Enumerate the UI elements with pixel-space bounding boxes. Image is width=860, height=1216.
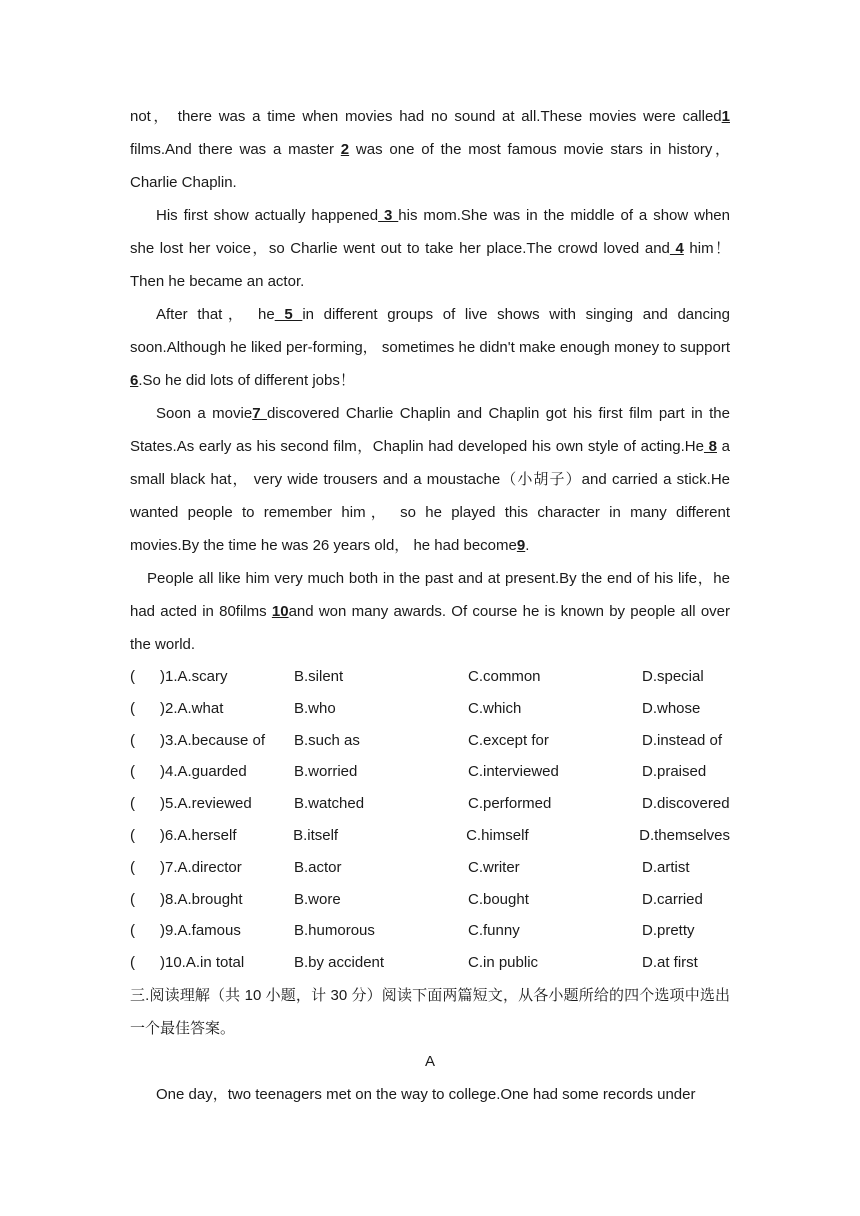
option-d: D.instead of bbox=[642, 731, 723, 749]
passage-paragraph-5 bbox=[130, 562, 730, 661]
option-a: )5.A.reviewed bbox=[160, 795, 252, 813]
option-b: B.by accident bbox=[294, 954, 385, 972]
text-run: not， there was a time when movies had no sound at all.These movies were called bbox=[130, 108, 722, 125]
option-row bbox=[130, 693, 730, 725]
text-run: and won many awards. Of course he is known by people all over the world. bbox=[130, 603, 731, 653]
option-b: B.such as bbox=[294, 731, 360, 749]
option-a: )4.A.guarded bbox=[160, 763, 247, 781]
passage-paragraph-4 bbox=[130, 397, 730, 562]
option-d: D.pretty bbox=[642, 922, 695, 940]
option-row bbox=[130, 915, 730, 947]
option-c: C.interviewed bbox=[468, 763, 559, 781]
blank-6: 6 bbox=[130, 372, 139, 389]
option-c: C.funny bbox=[468, 922, 520, 940]
option-c: C.himself bbox=[466, 826, 529, 844]
option-row bbox=[130, 820, 730, 852]
option-a: )1.A.scary bbox=[160, 668, 228, 685]
answer-paren: ( bbox=[130, 890, 135, 908]
text-run: films.And there was a master bbox=[130, 141, 341, 158]
text-run: . bbox=[525, 537, 530, 554]
option-d: D.praised bbox=[642, 763, 707, 781]
option-row bbox=[130, 852, 730, 884]
section-3-heading: 三.阅读理解（共 10 小题，计 30 分）阅读下面两篇短文，从各小题所给的四个选项中选出一个最佳答案。 bbox=[130, 986, 730, 1037]
option-c: C.bought bbox=[468, 890, 529, 908]
document-content bbox=[130, 100, 730, 1111]
answer-paren: ( bbox=[130, 668, 135, 685]
option-b: B.itself bbox=[293, 826, 339, 844]
option-c: C.writer bbox=[468, 858, 520, 876]
option-a: )8.A.brought bbox=[160, 890, 243, 908]
option-b: B.wore bbox=[294, 890, 341, 908]
option-a: )3.A.because of bbox=[160, 731, 266, 749]
answer-paren: ( bbox=[130, 858, 135, 876]
option-b: B.silent bbox=[294, 668, 344, 685]
passage-a-first-line: One day，two teenagers met on the way to college.One had some records under bbox=[156, 1085, 696, 1103]
blank-4: 4 bbox=[669, 240, 684, 257]
text-run: him！Then he became an actor. bbox=[130, 240, 731, 290]
option-a: )9.A.famous bbox=[160, 922, 241, 940]
option-c: C.performed bbox=[468, 795, 552, 813]
passage-paragraph-3 bbox=[130, 298, 730, 397]
option-d: D.at first bbox=[642, 954, 698, 972]
option-b: B.watched bbox=[294, 795, 365, 813]
option-d: D.whose bbox=[642, 699, 701, 717]
text-run: People all like him very much both in the past and at present.By the end of his life，he had acted in 80films bbox=[130, 570, 730, 620]
text-run: After that， he bbox=[156, 306, 275, 323]
option-b: B.worried bbox=[294, 763, 358, 781]
text-run: .So he did lots of different jobs！ bbox=[138, 372, 355, 389]
answer-paren: ( bbox=[130, 795, 135, 813]
text-run: His first show actually happened bbox=[156, 207, 379, 224]
option-d: D.discovered bbox=[642, 795, 730, 813]
option-c: C.common bbox=[468, 668, 541, 685]
option-row bbox=[130, 884, 730, 916]
answer-paren: ( bbox=[130, 763, 135, 781]
passage-label: A bbox=[424, 1052, 435, 1070]
blank-7: 7 bbox=[252, 405, 267, 422]
option-row bbox=[130, 661, 730, 693]
passage-paragraph-1 bbox=[130, 100, 730, 199]
blank-10: 10 bbox=[271, 603, 289, 620]
answer-paren: ( bbox=[130, 954, 135, 972]
option-a: )6.A.herself bbox=[159, 826, 237, 844]
option-d: D.carried bbox=[642, 890, 703, 908]
passage-paragraph-2 bbox=[130, 199, 730, 298]
option-row bbox=[130, 756, 730, 788]
option-c: C.which bbox=[468, 699, 522, 717]
text-run: discovered Charlie Chaplin and Chaplin got his first film part in the States.As early as his second film，Chaplin had developed his own style of acting.He bbox=[130, 405, 730, 455]
blank-3: 3 bbox=[378, 207, 399, 224]
option-d: D.artist bbox=[642, 858, 690, 876]
blank-5: 5 bbox=[274, 306, 303, 323]
option-d: D.themselves bbox=[639, 826, 730, 844]
text-run: was one of the most famous movie stars in history，Charlie Chaplin. bbox=[130, 141, 730, 191]
blank-8: 8 bbox=[703, 438, 717, 455]
text-run: in different groups of live shows with singing and dancing soon.Although he liked per-forming， sometimes he didn't make enough money to support bbox=[130, 306, 730, 356]
option-row bbox=[130, 788, 730, 820]
option-c: C.in public bbox=[468, 954, 539, 972]
option-b: B.actor bbox=[294, 858, 342, 876]
text-run: his mom.She was in the middle of a show when she lost her voice，so Charlie went out to take her place.The crowd loved and bbox=[130, 207, 730, 257]
option-b: B.humorous bbox=[294, 922, 375, 940]
option-a: )10.A.in total bbox=[160, 954, 245, 972]
option-b: B.who bbox=[294, 699, 336, 717]
blank-9: 9 bbox=[516, 537, 526, 554]
text-run: a small black hat， very wide trousers and a moustache（小胡子）and carried a stick.He wanted people to remember him， so he played this character in many different movies.By the time he was 26 years old， he had become bbox=[130, 438, 730, 554]
text-run: Soon a movie bbox=[156, 405, 253, 422]
blank-1: 1 bbox=[721, 108, 730, 125]
answer-paren: ( bbox=[130, 826, 135, 844]
option-a: )2.A.what bbox=[160, 699, 224, 717]
blank-2: 2 bbox=[340, 141, 350, 158]
option-c: C.except for bbox=[468, 731, 549, 749]
option-d: D.special bbox=[642, 668, 704, 685]
options-list bbox=[130, 661, 730, 979]
option-row bbox=[130, 947, 730, 979]
answer-paren: ( bbox=[130, 731, 135, 749]
answer-paren: ( bbox=[130, 922, 135, 940]
answer-paren: ( bbox=[130, 699, 135, 717]
option-a: )7.A.director bbox=[160, 858, 242, 876]
option-row bbox=[130, 725, 730, 757]
